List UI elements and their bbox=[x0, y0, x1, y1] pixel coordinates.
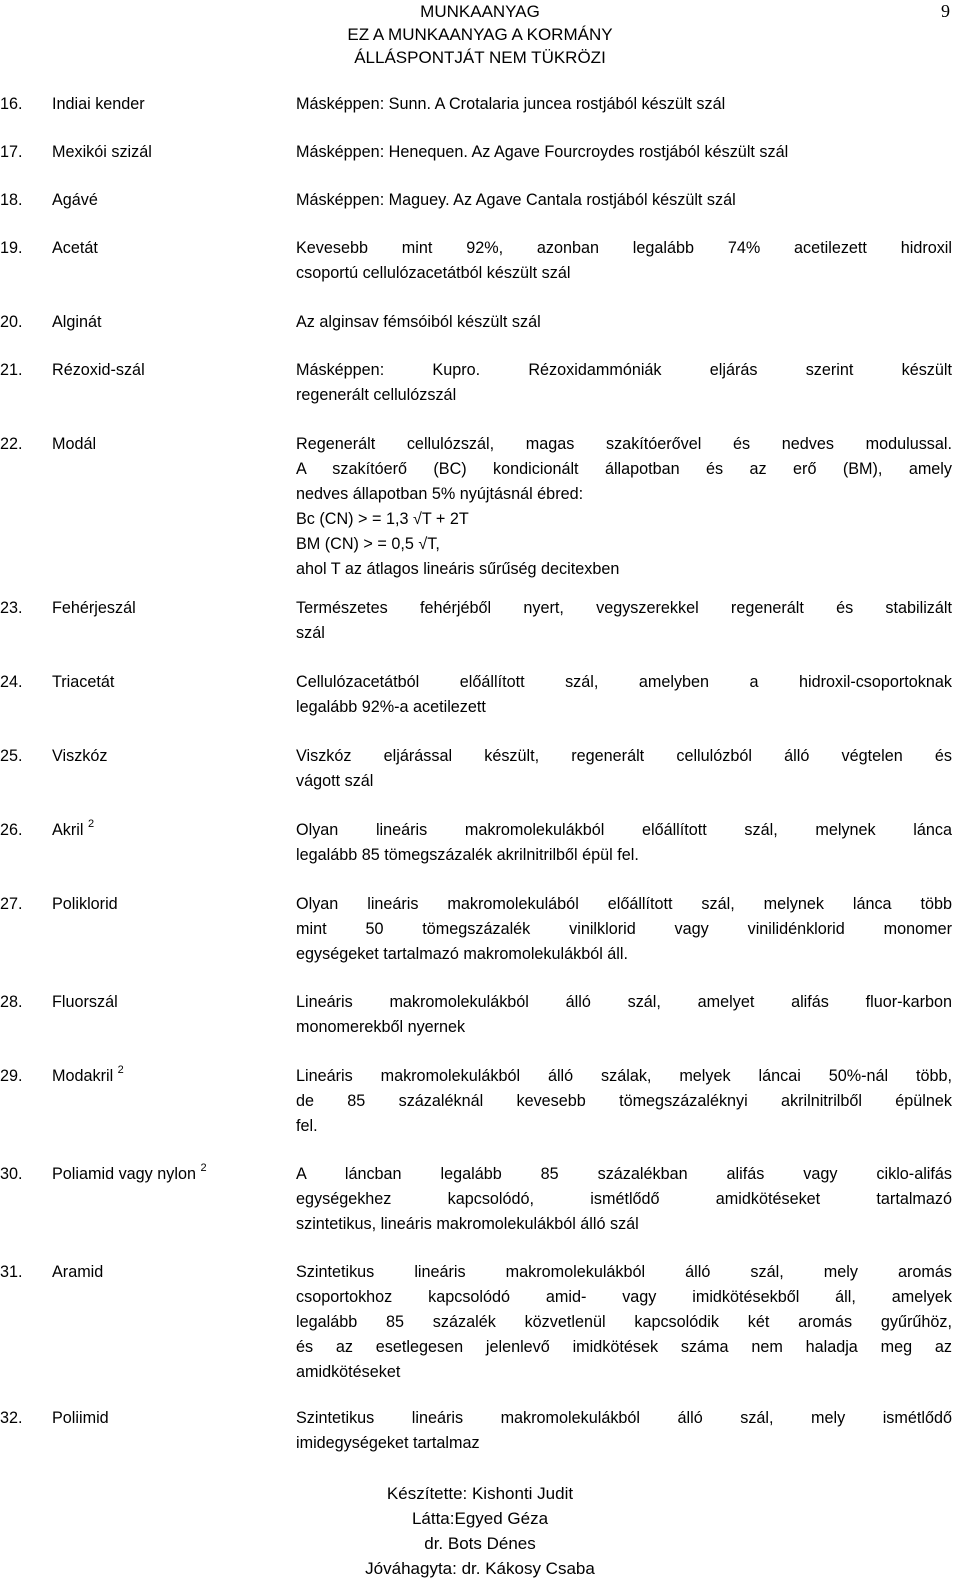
footnote-marker: 2 bbox=[87, 817, 95, 830]
entry-number: 22. bbox=[0, 435, 23, 453]
description-line: szintetikus, lineáris makromolekulákból álló szál bbox=[296, 1215, 639, 1233]
entry-term-text: Aramid bbox=[52, 1263, 104, 1281]
description-line: ahol T az átlagos lineáris sűrűség decitexben bbox=[296, 560, 620, 578]
footer-line-1: Készítette: Kishonti Judit bbox=[386, 1484, 574, 1503]
entry-term-text: Fehérjeszál bbox=[52, 599, 136, 617]
description-line: amidkötéseket bbox=[296, 1363, 401, 1381]
entry-term-text: Modál bbox=[52, 435, 97, 453]
header-line-2: EZ A MUNKAANYAG A KORMÁNY bbox=[347, 25, 613, 44]
entry-term bbox=[52, 1406, 292, 1431]
description-line: csoportokhoz kapcsolódó amid- vagy imidkötésekből áll, amelyek bbox=[296, 1288, 952, 1306]
description-line: A szakítóerő (BC) kondicionált állapotban és az erő (BM), amely bbox=[296, 460, 952, 478]
description-line: Olyan lineáris makromolekulákból előállított szál, melynek lánca bbox=[296, 821, 952, 839]
entry-term-text: Akril bbox=[52, 821, 84, 839]
description-line: BM (CN) > = 0,5 √T, bbox=[296, 535, 440, 553]
entry-number: 20. bbox=[0, 313, 23, 331]
entry-number: 30. bbox=[0, 1165, 23, 1183]
entry-number: 16. bbox=[0, 95, 23, 113]
entry-term-text: Agávé bbox=[52, 191, 98, 209]
description-line: legalább 85 százalék közvetlenül kapcsolódik két aromás gyűrűhöz, bbox=[296, 1313, 952, 1331]
entry-description bbox=[296, 818, 952, 868]
page-number: 9 bbox=[941, 1, 950, 21]
entry-description bbox=[296, 140, 952, 165]
entry-term-text: Poliamid vagy nylon bbox=[52, 1165, 196, 1183]
description-line: egységeket tartalmazó makromolekulákból áll. bbox=[296, 945, 629, 963]
entry-term-text: Mexikói szizál bbox=[52, 143, 152, 161]
description-line: és az esetlegesen jelenlevő imidkötések száma nem haladja meg az bbox=[296, 1338, 952, 1356]
signature-footer bbox=[0, 1481, 960, 1581]
entry-number: 27. bbox=[0, 895, 23, 913]
header-line-3: ÁLLÁSPONTJÁT NEM TÜKRÖZI bbox=[354, 48, 606, 67]
footer-line-4: Jóváhagyta: dr. Kákosy Csaba bbox=[365, 1559, 595, 1578]
description-line: Lineáris makromolekulákból álló szál, amelyet alifás fluor-karbon bbox=[296, 993, 952, 1011]
description-line: imidegységeket tartalmaz bbox=[296, 1434, 480, 1452]
description-line: A láncban legalább 85 százalékban alifás vagy ciklo-alifás bbox=[296, 1165, 952, 1183]
entry-term-text: Triacetát bbox=[52, 673, 115, 691]
entry-term bbox=[52, 140, 292, 165]
entry-term bbox=[52, 1162, 292, 1187]
entry-term bbox=[52, 236, 292, 261]
entry-term bbox=[52, 188, 292, 213]
footer-line-2: Látta:Egyed Géza bbox=[411, 1509, 549, 1528]
description-line: Bc (CN) > = 1,3 √T + 2T bbox=[296, 510, 469, 528]
description-line: Regenerált cellulózszál, magas szakítóerővel és nedves modulussal. bbox=[296, 435, 952, 453]
description-line: szál bbox=[296, 624, 325, 642]
description-line: Természetes fehérjéből nyert, vegyszerekkel regenerált és stabilizált bbox=[296, 599, 952, 617]
entry-description bbox=[296, 670, 952, 720]
entry-term bbox=[52, 744, 292, 769]
entry-description bbox=[296, 744, 952, 794]
description-line: csoportú cellulózacetátból készült szál bbox=[296, 264, 571, 282]
entry-description bbox=[296, 310, 952, 335]
entry-description bbox=[296, 1406, 952, 1456]
entry-term bbox=[52, 358, 292, 383]
entry-description bbox=[296, 990, 952, 1040]
description-line: vágott szál bbox=[296, 772, 374, 790]
entry-term bbox=[52, 1064, 292, 1089]
description-line: Viszkóz eljárással készült, regenerált cellulózból álló végtelen és bbox=[296, 747, 952, 765]
description-line: Lineáris makromolekulákból álló szálak, melyek láncai 50%-nál több, bbox=[296, 1067, 952, 1085]
description-line: Kevesebb mint 92%, azonban legalább 74% acetilezett hidroxil bbox=[296, 239, 952, 257]
entry-term-text: Rézoxid-szál bbox=[52, 361, 145, 379]
entry-number: 25. bbox=[0, 747, 23, 765]
description-line: fel. bbox=[296, 1117, 318, 1135]
description-line: de 85 százaléknál kevesebb tömegszázaléknyi akrilnitrilből épülnek bbox=[296, 1092, 952, 1110]
entry-number: 31. bbox=[0, 1263, 23, 1281]
entry-description bbox=[296, 358, 952, 408]
entry-term bbox=[52, 432, 292, 457]
description-line: Olyan lineáris makromolekulából előállított szál, melynek lánca több bbox=[296, 895, 952, 913]
description-line: monomerekből nyernek bbox=[296, 1018, 466, 1036]
entry-description bbox=[296, 1162, 952, 1237]
description-line: nedves állapotban 5% nyújtásnál ébred: bbox=[296, 485, 584, 503]
entry-number: 21. bbox=[0, 361, 23, 379]
entry-description bbox=[296, 236, 952, 286]
entry-description bbox=[296, 188, 952, 213]
entry-number: 19. bbox=[0, 239, 23, 257]
entry-term bbox=[52, 1260, 292, 1285]
entry-number: 29. bbox=[0, 1067, 23, 1085]
description-line: Másképpen: Sunn. A Crotalaria juncea rostjából készült szál bbox=[296, 95, 726, 113]
description-line: Cellulózacetátból előállított szál, amelyben a hidroxil-csoportoknak bbox=[296, 673, 952, 691]
description-line: Szintetikus lineáris makromolekulákból álló szál, mely ismétlődő bbox=[296, 1409, 952, 1427]
entry-description bbox=[296, 892, 952, 967]
entry-number: 18. bbox=[0, 191, 23, 209]
description-line: Másképpen: Henequen. Az Agave Fourcroydes rostjából készült szál bbox=[296, 143, 789, 161]
entry-term bbox=[52, 990, 292, 1015]
entry-term-text: Alginát bbox=[52, 313, 102, 331]
entry-term-text: Acetát bbox=[52, 239, 98, 257]
entry-number: 26. bbox=[0, 821, 23, 839]
entry-term bbox=[52, 596, 292, 621]
entry-description bbox=[296, 432, 952, 582]
description-line: mint 50 tömegszázalék vinilklorid vagy vinilidénklorid monomer bbox=[296, 920, 952, 938]
entry-description bbox=[296, 1064, 952, 1139]
footnote-marker: 2 bbox=[200, 1161, 207, 1174]
entry-term-text: Viszkóz bbox=[52, 747, 108, 765]
description-line: egységekhez kapcsolódó, ismétlődő amidkötéseket tartalmazó bbox=[296, 1190, 952, 1208]
footer-line-3: dr. Bots Dénes bbox=[424, 1534, 536, 1553]
entry-term-text: Indiai kender bbox=[52, 95, 145, 113]
entry-number: 28. bbox=[0, 993, 23, 1011]
entry-number: 24. bbox=[0, 673, 23, 691]
description-line: Másképpen: Kupro. Rézoxidammóniák eljárás szerint készült bbox=[296, 361, 952, 379]
entry-term bbox=[52, 892, 292, 917]
entry-description bbox=[296, 92, 952, 117]
entry-description bbox=[296, 596, 952, 646]
watermark-header bbox=[0, 0, 960, 69]
entry-term-text: Fluorszál bbox=[52, 993, 118, 1011]
entry-term-text: Poliklorid bbox=[52, 895, 118, 913]
description-line: Szintetikus lineáris makromolekulákból álló szál, mely aromás bbox=[296, 1263, 952, 1281]
entry-term bbox=[52, 818, 292, 843]
entry-term bbox=[52, 310, 292, 335]
description-line: Az alginsav fémsóiból készült szál bbox=[296, 313, 541, 331]
entry-term bbox=[52, 670, 292, 695]
header-line-1: MUNKAANYAG bbox=[420, 2, 540, 21]
entry-number: 17. bbox=[0, 143, 23, 161]
description-line: legalább 85 tömegszázalék akrilnitrilből épül fel. bbox=[296, 846, 639, 864]
entry-term bbox=[52, 92, 292, 117]
entry-number: 23. bbox=[0, 599, 23, 617]
entry-term-text: Modakril bbox=[52, 1067, 114, 1085]
entry-term-text: Poliimid bbox=[52, 1409, 109, 1427]
description-line: Másképpen: Maguey. Az Agave Cantala rostjából készült szál bbox=[296, 191, 736, 209]
entry-description bbox=[296, 1260, 952, 1385]
footnote-marker: 2 bbox=[117, 1063, 124, 1076]
description-line: regenerált cellulózszál bbox=[296, 386, 457, 404]
entry-number: 32. bbox=[0, 1409, 23, 1427]
description-line: legalább 92%-a acetilezett bbox=[296, 698, 486, 716]
